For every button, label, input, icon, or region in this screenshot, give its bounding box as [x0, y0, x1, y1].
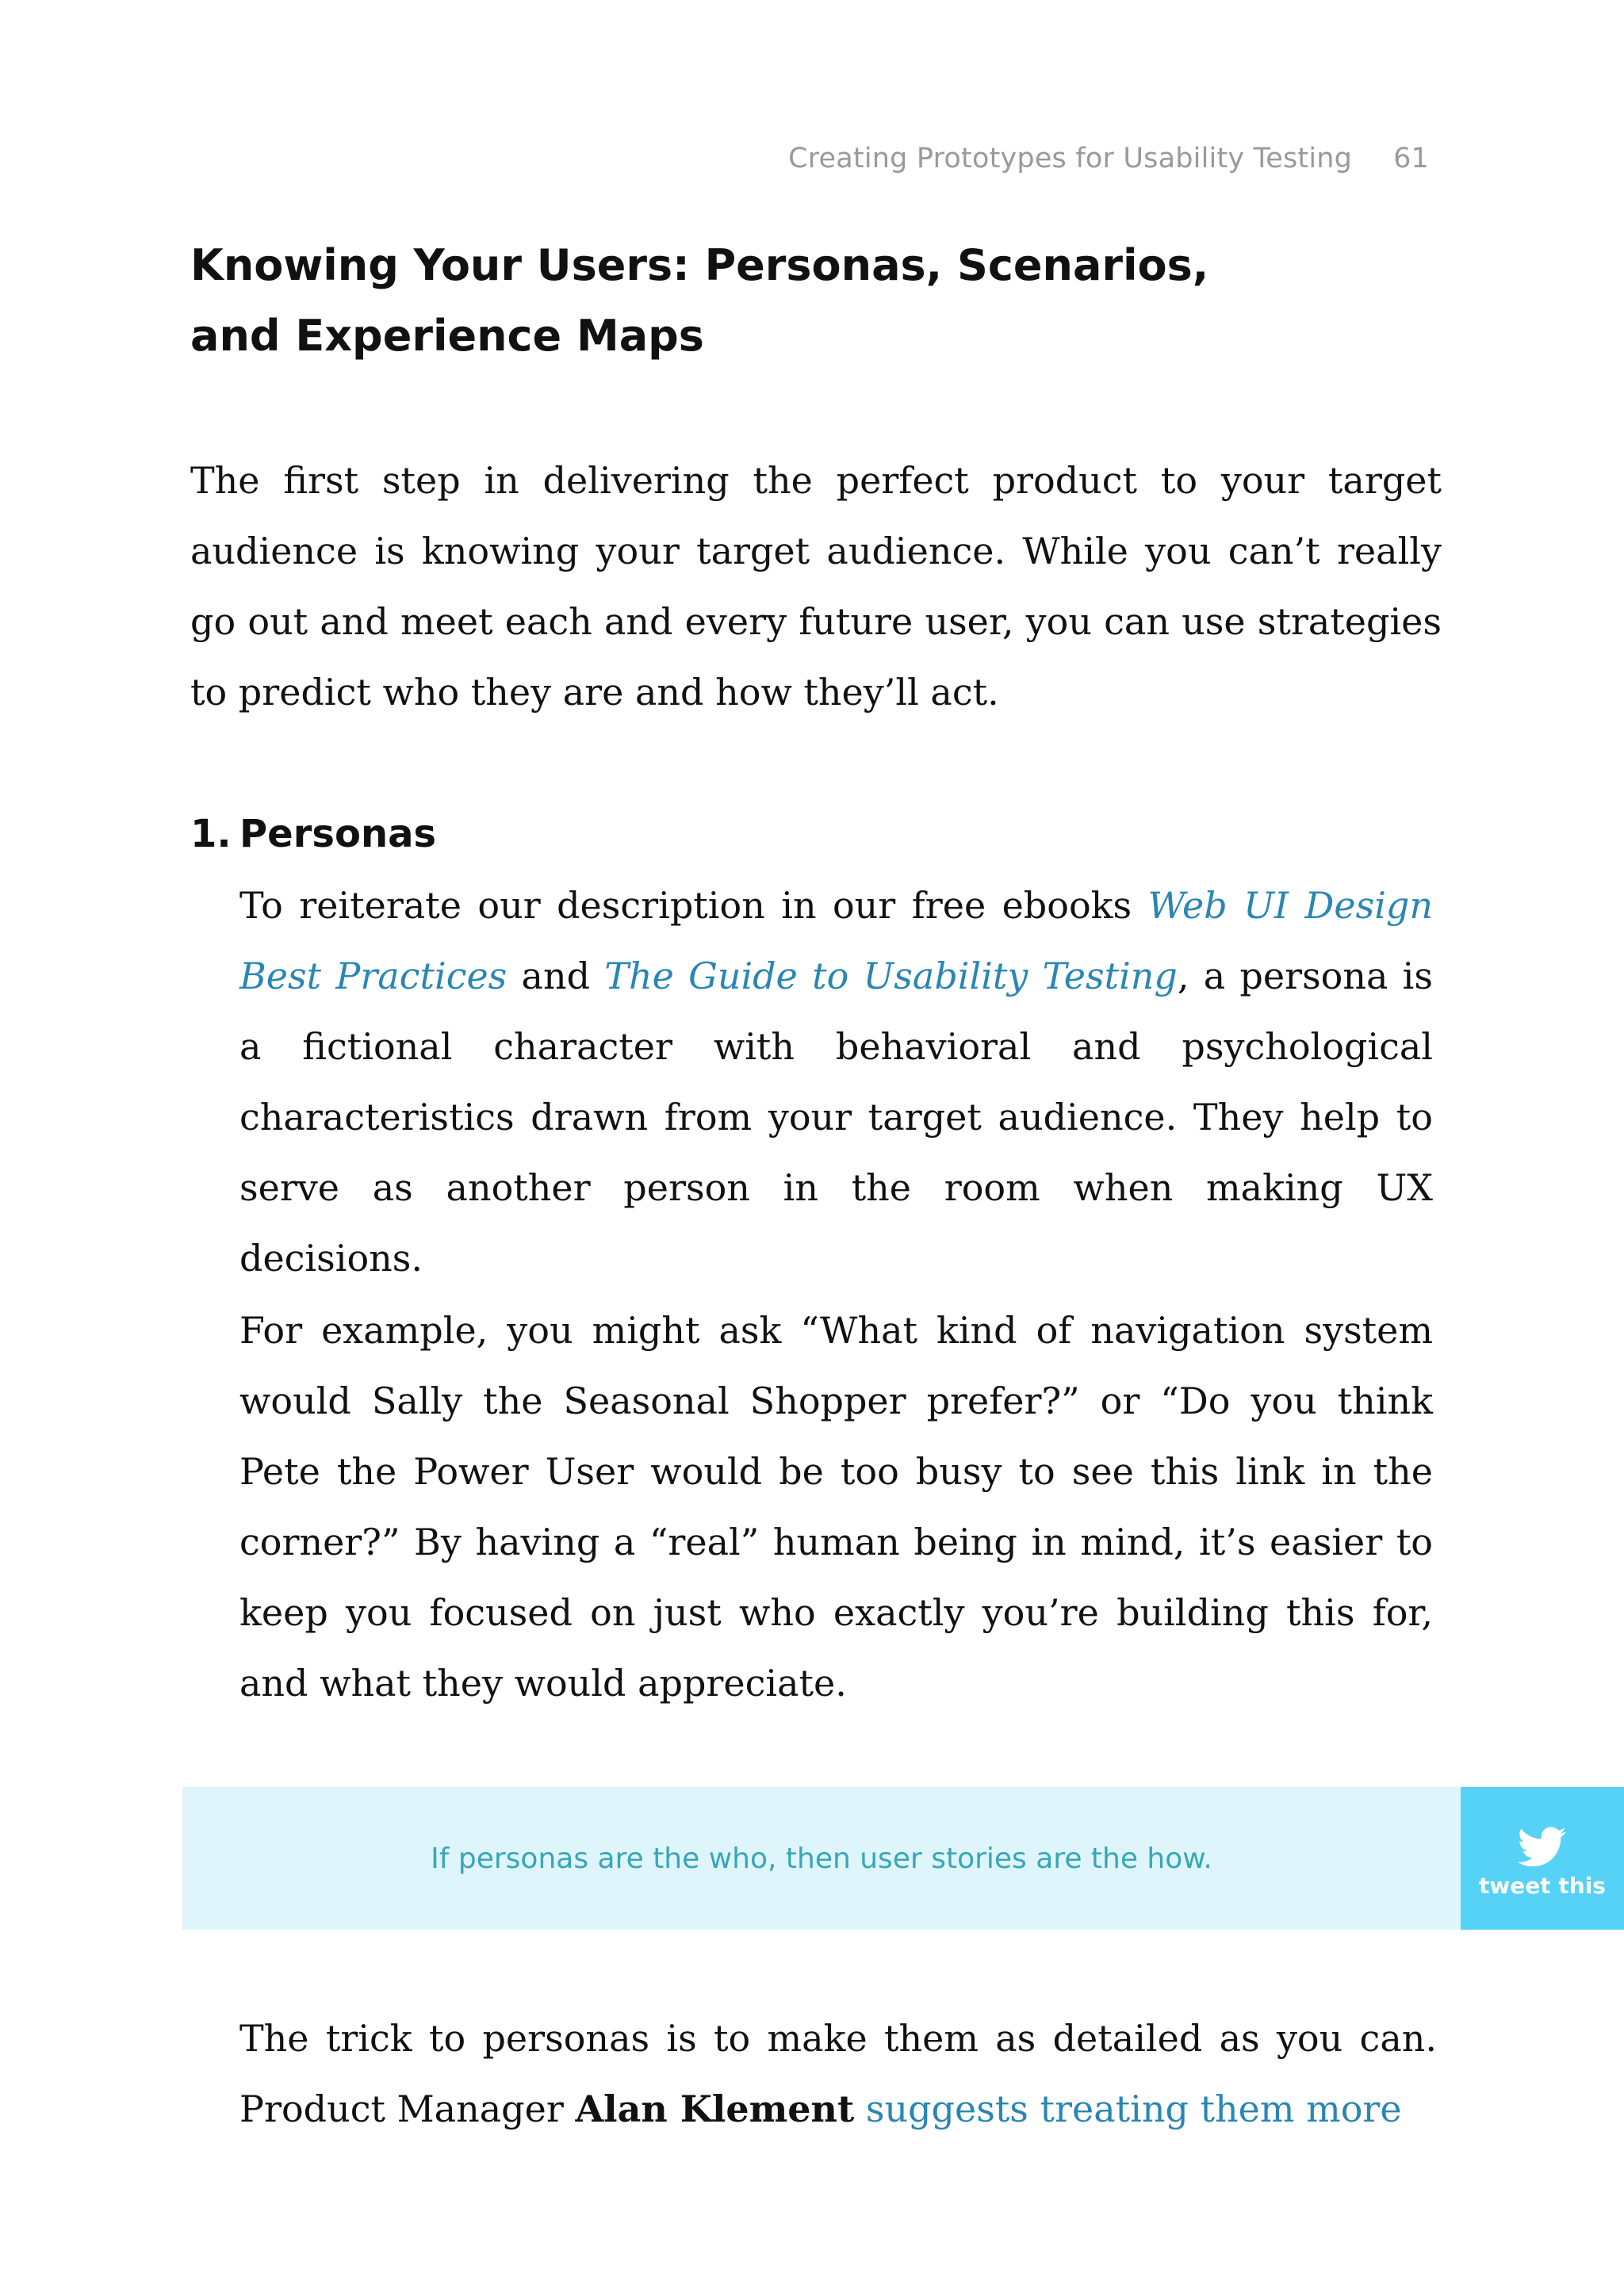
page-number: 61	[1393, 143, 1429, 174]
pull-quote-text: If personas are the who, then user stories are the how.	[431, 1842, 1212, 1875]
personas-paragraph-1	[239, 871, 1433, 1294]
person-name: Alan Klement	[575, 2087, 855, 2130]
tweet-this-label: tweet this	[1479, 1872, 1606, 1899]
page-title	[190, 230, 1221, 371]
usability-testing-ebook-link[interactable]: The Guide to Usability Testing	[604, 955, 1178, 997]
twitter-bird-icon	[1518, 1827, 1567, 1868]
running-header	[788, 143, 1429, 174]
section-number: 1.	[190, 812, 232, 856]
section-title: Personas	[239, 812, 437, 856]
personas-paragraph-2: For example, you might ask “What kind of navigation system would Sally the Seasonal Shopper prefer?” or “Do you think Pete the Power User would be too busy to see this link in the corner?” By having a “real” human being in mind, it’s easier to keep you focused on just who exactly you’re building this for, and what they would appreciate.	[239, 1309, 1433, 1705]
running-title: Creating Prototypes for Usability Testing	[788, 143, 1353, 174]
p1-text-mid: and	[507, 955, 605, 997]
personas-paragraph-3	[239, 2003, 1437, 2145]
page-title-line-1: Knowing Your Users: Personas, Scenarios,	[190, 240, 1209, 290]
web-ui-design-ebook-link[interactable]: Web UI Design Best Practices	[239, 884, 1433, 997]
p1-text-before: To reiterate our description in our free ebooks	[239, 884, 1148, 927]
tweet-this-button[interactable]	[1461, 1787, 1624, 1930]
p3-space	[854, 2087, 866, 2130]
pull-quote-box	[182, 1787, 1461, 1930]
section-heading	[190, 799, 436, 870]
page-title-line-2: and Experience Maps	[190, 311, 704, 361]
intro-paragraph: The first step in delivering the perfect product to your target audience is knowing your target audience. While you can’t really go out and meet each and every future user, you can use strategies to predict who they are and how they’ll act.	[190, 459, 1442, 714]
p3-text-before: The trick to personas is to make them as detailed as you can. Product Manager	[239, 2017, 1437, 2130]
suggests-treating-link[interactable]: suggests treating them more	[865, 2087, 1402, 2130]
p1-text-after: , a persona is a fictional character with behavioral and psychological characteristics drawn from your target audience. They help to serve as another person in the room when making UX decisions.	[239, 955, 1433, 1280]
